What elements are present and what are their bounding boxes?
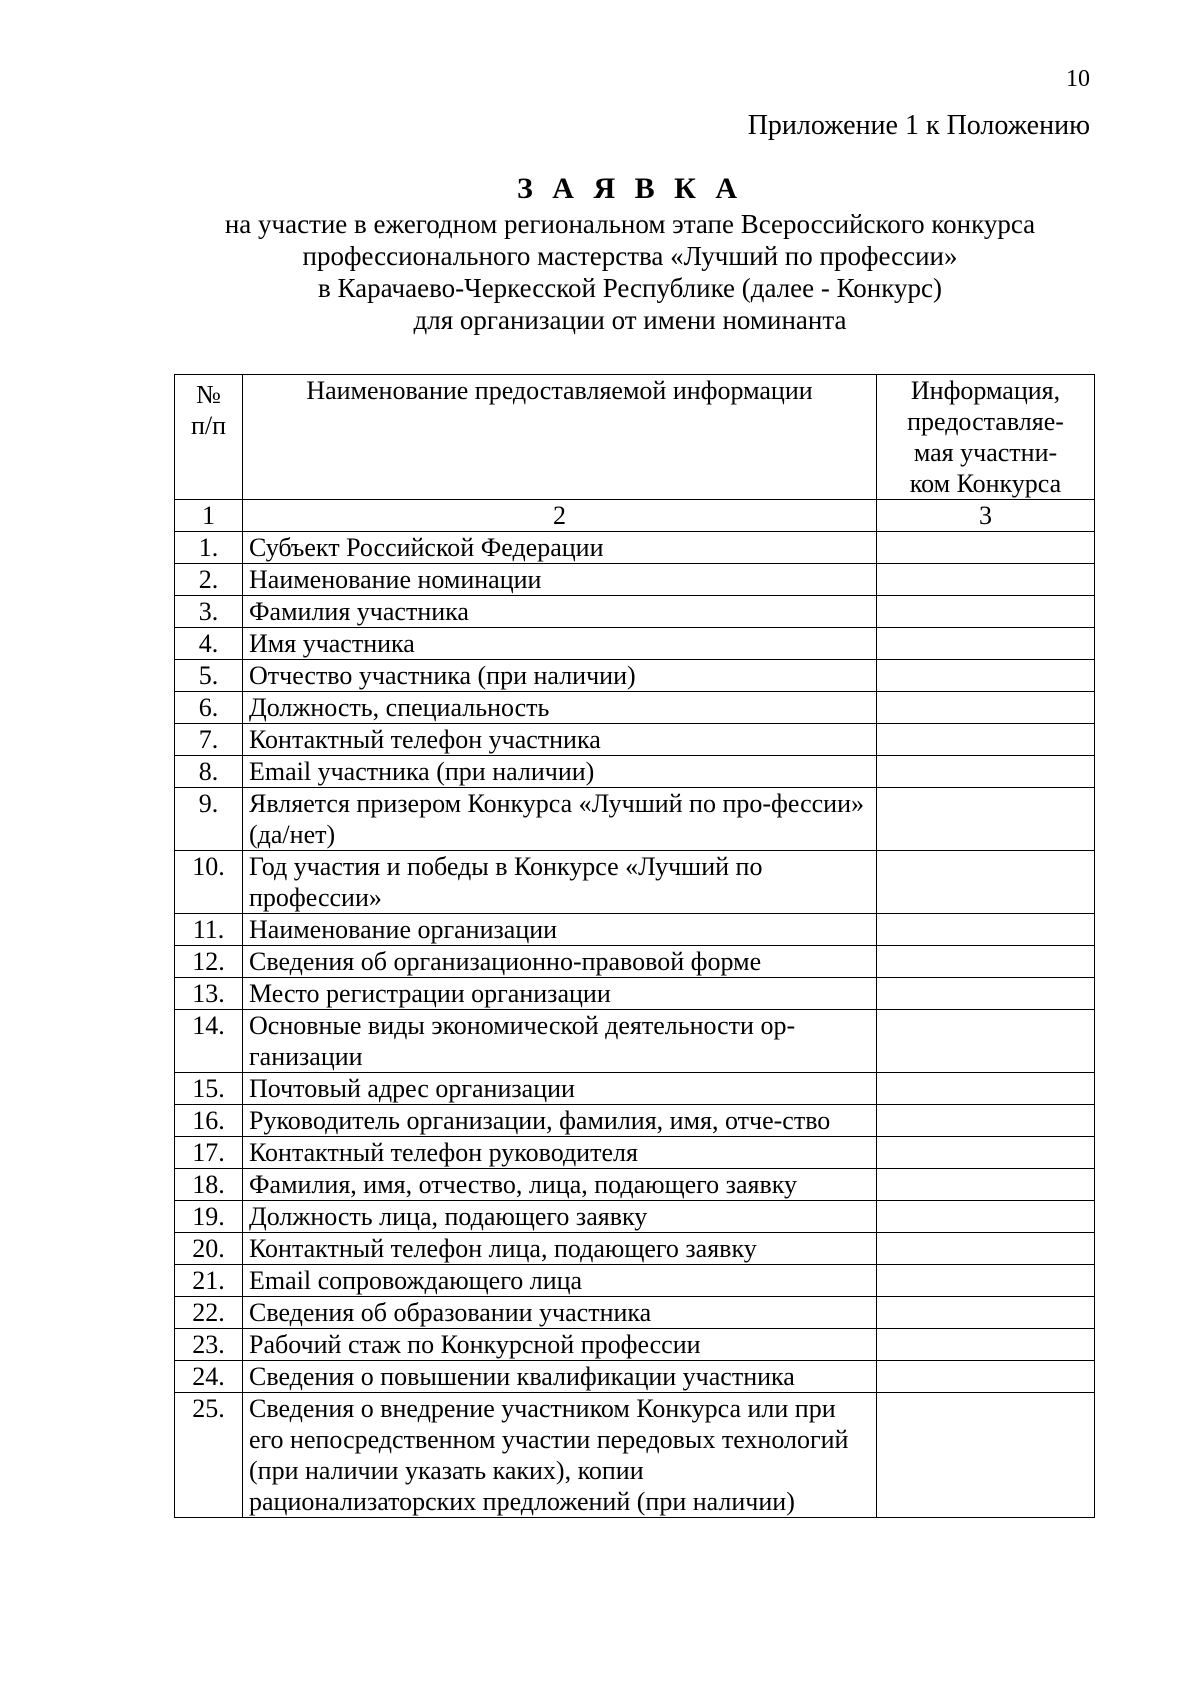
subtitle-line: на участие в ежегодном региональном этапе Всероссийского конкурса — [224, 209, 1036, 239]
row-label: Наименование организации — [243, 914, 877, 946]
document-title: З А Я В К А — [516, 172, 744, 205]
table-row — [175, 1233, 1095, 1265]
row-number: 15. — [175, 1073, 243, 1105]
row-label: Email сопровождающего лица — [243, 1265, 877, 1297]
header-info-provided — [877, 375, 1095, 500]
table-row — [175, 1137, 1095, 1169]
table-row — [175, 532, 1095, 564]
row-number: 18. — [175, 1169, 243, 1201]
row-label: Фамилия участника — [243, 596, 877, 628]
row-answer-cell[interactable] — [877, 724, 1095, 756]
table-row — [175, 1073, 1095, 1105]
row-label: Должность лица, подающего заявку — [243, 1201, 877, 1233]
row-number: 23. — [175, 1329, 243, 1361]
row-number: 9. — [175, 788, 243, 851]
row-answer-cell[interactable] — [877, 1265, 1095, 1297]
table-row — [175, 660, 1095, 692]
row-number: 11. — [175, 914, 243, 946]
row-answer-cell[interactable] — [877, 532, 1095, 564]
table-row — [175, 1393, 1095, 1518]
table-row — [175, 946, 1095, 978]
document-subtitle — [0, 208, 1200, 336]
header-number-symbol: № — [196, 380, 221, 409]
row-answer-cell[interactable] — [877, 1329, 1095, 1361]
row-label: Должность, специальность — [243, 692, 877, 724]
row-label: Субъект Российской Федерации — [243, 532, 877, 564]
row-number: 7. — [175, 724, 243, 756]
table-row — [175, 1105, 1095, 1137]
page-number: 10 — [1066, 66, 1090, 92]
table-row — [175, 978, 1095, 1010]
table-row — [175, 914, 1095, 946]
row-answer-cell[interactable] — [877, 1073, 1095, 1105]
row-label: Имя участника — [243, 628, 877, 660]
row-answer-cell[interactable] — [877, 1169, 1095, 1201]
table-row — [175, 788, 1095, 851]
row-answer-cell[interactable] — [877, 1201, 1095, 1233]
row-number: 6. — [175, 692, 243, 724]
column-number: 1 — [175, 500, 243, 532]
row-number: 12. — [175, 946, 243, 978]
application-table — [174, 374, 1095, 1518]
row-answer-cell[interactable] — [877, 914, 1095, 946]
row-label: Основные виды экономической деятельности ор-ганизации — [243, 1010, 877, 1073]
row-answer-cell[interactable] — [877, 1233, 1095, 1265]
row-answer-cell[interactable] — [877, 946, 1095, 978]
row-label: Является призером Конкурса «Лучший по про-фессии» (да/нет) — [243, 788, 877, 851]
row-label: Сведения об образовании участника — [243, 1297, 877, 1329]
header-info-name: Наименование предоставляемой информации — [243, 375, 877, 500]
row-label: Год участия и победы в Конкурсе «Лучший по профессии» — [243, 851, 877, 914]
header-info-line: Информация, — [910, 376, 1061, 405]
header-info-line: ком Конкурса — [909, 469, 1062, 498]
table-row — [175, 1201, 1095, 1233]
row-answer-cell[interactable] — [877, 1010, 1095, 1073]
row-answer-cell[interactable] — [877, 1361, 1095, 1393]
row-number: 21. — [175, 1265, 243, 1297]
row-number: 22. — [175, 1297, 243, 1329]
row-label: Сведения о внедрение участником Конкурса или при его непосредственном участии передовых технологий (при наличии указать каких), копии рационализаторских предложений (при наличии) — [243, 1393, 877, 1518]
row-label: Место регистрации организации — [243, 978, 877, 1010]
row-number: 10. — [175, 851, 243, 914]
row-label: Сведения об организационно-правовой форме — [243, 946, 877, 978]
subtitle-line: в Карачаево-Черкесской Республике (далее - Конкурс) — [318, 273, 942, 303]
row-label: Руководитель организации, фамилия, имя, отче-ство — [243, 1105, 877, 1137]
row-label: Email участника (при наличии) — [243, 756, 877, 788]
row-label: Контактный телефон руководителя — [243, 1137, 877, 1169]
row-number: 2. — [175, 564, 243, 596]
row-answer-cell[interactable] — [877, 851, 1095, 914]
header-info-line: предоставляе- — [907, 407, 1064, 436]
subtitle-line: для организации от имени номинанта — [413, 305, 847, 335]
table-header-row — [175, 375, 1095, 500]
table-row — [175, 1265, 1095, 1297]
row-number: 14. — [175, 1010, 243, 1073]
row-label: Контактный телефон лица, подающего заявку — [243, 1233, 877, 1265]
table-row — [175, 596, 1095, 628]
row-label: Рабочий стаж по Конкурсной профессии — [243, 1329, 877, 1361]
header-info-line: мая участни- — [913, 438, 1058, 467]
row-answer-cell[interactable] — [877, 788, 1095, 851]
row-number: 24. — [175, 1361, 243, 1393]
row-answer-cell[interactable] — [877, 1393, 1095, 1518]
row-number: 20. — [175, 1233, 243, 1265]
column-number-row — [175, 500, 1095, 532]
row-label: Наименование номинации — [243, 564, 877, 596]
column-number: 3 — [877, 500, 1095, 532]
table-row — [175, 1010, 1095, 1073]
table-row — [175, 756, 1095, 788]
row-answer-cell[interactable] — [877, 1297, 1095, 1329]
row-label: Контактный телефон участника — [243, 724, 877, 756]
table-row — [175, 692, 1095, 724]
table-row — [175, 1297, 1095, 1329]
row-answer-cell[interactable] — [877, 756, 1095, 788]
row-label: Почтовый адрес организации — [243, 1073, 877, 1105]
row-label: Фамилия, имя, отчество, лица, подающего заявку — [243, 1169, 877, 1201]
row-number: 17. — [175, 1137, 243, 1169]
row-label: Отчество участника (при наличии) — [243, 660, 877, 692]
header-number-abbr: п/п — [190, 411, 227, 440]
subtitle-line: профессионального мастерства «Лучший по профессии» — [302, 241, 958, 271]
row-number: 8. — [175, 756, 243, 788]
table-row — [175, 1361, 1095, 1393]
row-answer-cell[interactable] — [877, 978, 1095, 1010]
table-row — [175, 628, 1095, 660]
row-answer-cell[interactable] — [877, 660, 1095, 692]
row-answer-cell[interactable] — [877, 1105, 1095, 1137]
row-number: 1. — [175, 532, 243, 564]
table-row — [175, 1169, 1095, 1201]
row-answer-cell[interactable] — [877, 1137, 1095, 1169]
row-number: 5. — [175, 660, 243, 692]
row-number: 4. — [175, 628, 243, 660]
appendix-caption: Приложение 1 к Положению — [747, 110, 1090, 141]
row-number: 3. — [175, 596, 243, 628]
table-row — [175, 851, 1095, 914]
row-number: 13. — [175, 978, 243, 1010]
table-row — [175, 1329, 1095, 1361]
table-row — [175, 564, 1095, 596]
row-label: Сведения о повышении квалификации участника — [243, 1361, 877, 1393]
column-number: 2 — [243, 500, 877, 532]
row-answer-cell[interactable] — [877, 596, 1095, 628]
table-row — [175, 724, 1095, 756]
row-answer-cell[interactable] — [877, 564, 1095, 596]
row-number: 19. — [175, 1201, 243, 1233]
row-number: 16. — [175, 1105, 243, 1137]
header-number — [175, 375, 243, 500]
row-answer-cell[interactable] — [877, 692, 1095, 724]
row-answer-cell[interactable] — [877, 628, 1095, 660]
row-number: 25. — [175, 1393, 243, 1518]
